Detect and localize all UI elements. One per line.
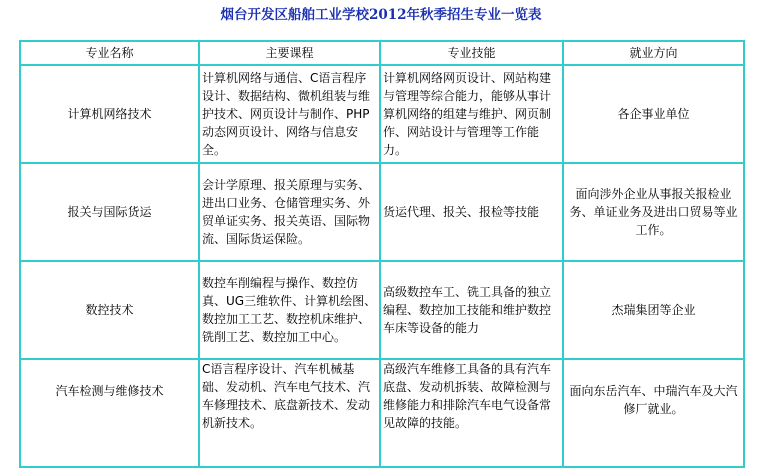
- courses-cell: C语言程序设计、汽车机械基础、发动机、汽车电气技术、汽车修理技术、底盘新技术、发动机新技术。: [199, 359, 380, 467]
- table-header-row: [20, 41, 744, 65]
- major-name-cell: 计算机网络技术: [20, 65, 199, 163]
- major-name-cell: 数控技术: [20, 261, 199, 359]
- majors-table-container: [19, 40, 745, 468]
- header-skills: 专业技能: [380, 41, 563, 65]
- skills-cell: 计算机网络网页设计、网站构建与管理等综合能力，能够从事计算机网络的组建与维护、网页制作、网站设计与管理等工作能力。: [380, 65, 563, 163]
- table-row: [20, 163, 744, 261]
- header-main-courses: 主要课程: [199, 41, 380, 65]
- table-row: [20, 65, 744, 163]
- courses-cell: 计算机网络与通信、C语言程序设计、数据结构、微机组装与维护技术、网页设计与制作、PHP动态网页设计、网络与信息安全。: [199, 65, 380, 163]
- header-major-name: 专业名称: [20, 41, 199, 65]
- skills-cell: 高级数控车工、铣工具备的独立编程、数控加工技能和维护数控车床等设备的能力: [380, 261, 563, 359]
- employment-cell: 面向涉外企业从事报关报检业务、单证业务及进出口贸易等业工作。: [563, 163, 744, 261]
- employment-cell: 面向东岳汽车、中瑞汽车及大汽修厂就业。: [563, 359, 744, 467]
- major-name-cell: 汽车检测与维修技术: [20, 359, 199, 467]
- table-row: [20, 261, 744, 359]
- header-employment: 就业方向: [563, 41, 744, 65]
- employment-cell: 杰瑞集团等企业: [563, 261, 744, 359]
- skills-cell: 高级汽车维修工具备的具有汽车底盘、发动机拆装、故障检测与维修能力和排除汽车电气设备常见故障的技能。: [380, 359, 563, 467]
- major-name-cell: 报关与国际货运: [20, 163, 199, 261]
- employment-cell: 各企事业单位: [563, 65, 744, 163]
- skills-cell: 货运代理、报关、报检等技能: [380, 163, 563, 261]
- majors-table: [19, 40, 745, 468]
- page-title: 烟台开发区船舶工业学校2012年秋季招生专业一览表: [220, 7, 542, 23]
- courses-cell: 会计学原理、报关原理与实务、进出口业务、仓储管理实务、外贸单证实务、报关英语、国际物流、国际货运保险。: [199, 163, 380, 261]
- courses-cell: 数控车削编程与操作、数控仿真、UG三维软件、计算机绘图、数控加工工艺、数控机床维护、铣削工艺、数控加工中心。: [199, 261, 380, 359]
